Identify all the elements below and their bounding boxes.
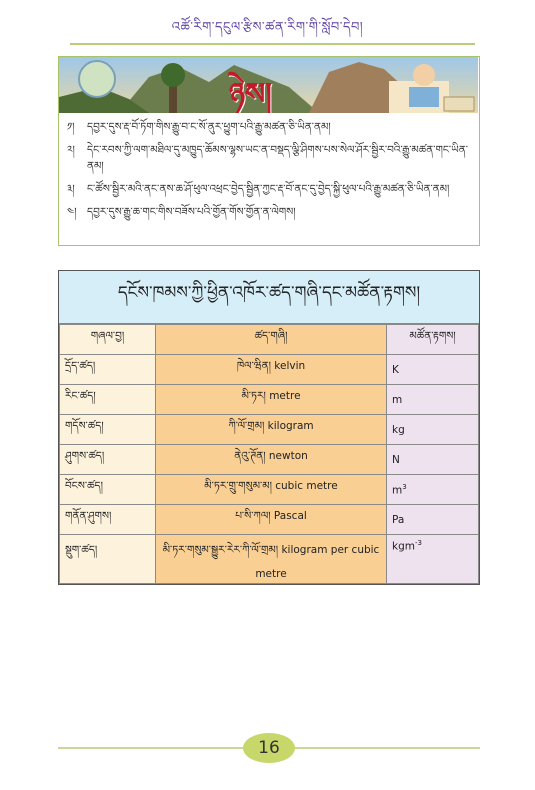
symbol-exponent: -3 bbox=[414, 539, 422, 547]
cell-quantity: སྡུག་ཚད། bbox=[60, 535, 156, 584]
cell-symbol bbox=[387, 445, 479, 475]
table-header-row bbox=[60, 325, 479, 355]
question-text: དེང་རབས་ཀྱི་ལག་མཐིལ་དུ་མཁྱུད་ཆོམས་ལྷས་ཡང་ན་བསྡད་ལྕི་ཤིགས་པས་སེལ་ཤོར་སྦྱིར་བའི་རྒྱུ་མཚན་གང་ཡིན་ནམ། bbox=[87, 144, 468, 172]
review-banner bbox=[59, 57, 478, 113]
cell-quantity: བོངས་ཚད། bbox=[60, 475, 156, 505]
cell-unit: མི་ཏར་གསུམ་སྒྱུར་རེར་ཀི་ལོ་གྲམ། kilogram per cubic metre bbox=[156, 535, 387, 584]
table-row bbox=[60, 535, 479, 584]
cell-quantity: གདོས་ཚད། bbox=[60, 415, 156, 445]
question-item bbox=[67, 142, 472, 174]
cell-unit: མི་ཏར། metre bbox=[156, 385, 387, 415]
header-divider bbox=[70, 43, 475, 45]
symbol-text: N bbox=[392, 453, 400, 466]
page-header-title: འཚོ་རིག་དངུལ་རྩིས་ཚན་རིག་གི་སློབ་དེབ། bbox=[171, 20, 364, 35]
header-unit: ཚད་གཞི། bbox=[156, 325, 387, 355]
footer-divider-left bbox=[58, 747, 248, 749]
table-title: དངོས་ཁམས་ཀྱི་ཕྱིན་འཁོར་ཚད་གཞི་དང་མཚོན་རྟགས། bbox=[59, 271, 479, 324]
table-row bbox=[60, 415, 479, 445]
symbol-text: kgm bbox=[392, 540, 415, 553]
page-number: 16 bbox=[243, 733, 295, 763]
cell-quantity: དྲོད་ཚད། bbox=[60, 355, 156, 385]
symbol-text: K bbox=[392, 363, 399, 376]
cell-symbol bbox=[387, 475, 479, 505]
table-row bbox=[60, 505, 479, 535]
question-item bbox=[67, 204, 472, 220]
si-units-table bbox=[58, 270, 480, 585]
question-text: ང་ཚོས་སྦྱིར་མའི་ནང་ནས་ཆ་ཤོ་ཕུལ་འཕྲང་བྱེད་སྦྱིན་ཀྱང་རྡ་བོ་ནང་དུ་བྱེད་སྐྱི་ཕུལ་པའི་རྒྱུ་མཚན་ཅི་ཡིན་ནམ། bbox=[87, 183, 450, 195]
cell-unit: ནེའུ་ཊོན། newton bbox=[156, 445, 387, 475]
question-text: དབྱར་དུས་རྒྱུ་ཆ་གང་གིས་བཟོས་པའི་གྱོན་གོས་གྱོན་ན་ལེགས། bbox=[87, 206, 296, 218]
cell-unit: ཀི་ལོ་གྲམ། kilogram bbox=[156, 415, 387, 445]
question-number: ༤། bbox=[67, 206, 77, 218]
cell-symbol bbox=[387, 535, 479, 584]
symbol-text: kg bbox=[392, 423, 405, 436]
question-item bbox=[67, 119, 472, 135]
cell-symbol bbox=[387, 505, 479, 535]
cell-quantity: རིང་ཚད། bbox=[60, 385, 156, 415]
symbol-text: m bbox=[392, 393, 403, 406]
banner-title: ཉེས། bbox=[229, 77, 272, 112]
table-row bbox=[60, 385, 479, 415]
symbol-text: Pa bbox=[392, 513, 405, 526]
question-number: ༡། bbox=[67, 121, 75, 133]
question-number: ༣། bbox=[67, 183, 75, 195]
cell-quantity: གནོན་ཤུགས། bbox=[60, 505, 156, 535]
header-symbol: མཚོན་རྟགས། bbox=[387, 325, 479, 355]
question-list bbox=[67, 119, 472, 227]
footer-divider-right bbox=[295, 747, 480, 749]
cell-symbol bbox=[387, 415, 479, 445]
cell-unit: ཁེལ་ཝིན། kelvin bbox=[156, 355, 387, 385]
cell-symbol bbox=[387, 385, 479, 415]
units-table-grid bbox=[59, 324, 479, 584]
header-quantity: གཞལ་བྱ། bbox=[60, 325, 156, 355]
symbol-text: m bbox=[392, 484, 403, 497]
table-row bbox=[60, 475, 479, 505]
cell-unit: པ་སི་ཀལ། Pascal bbox=[156, 505, 387, 535]
question-text: དབྱར་དུས་རྡ་བོ་ཏོག་གིས་རྒྱུ་བ་ང་སོ་ནུར་ཕྱུག་པའི་རྒྱུ་མཚན་ཅི་ཡིན་ནམ། bbox=[87, 121, 331, 133]
symbol-exponent: 3 bbox=[402, 482, 407, 491]
cell-unit: མི་ཏར་གྲུ་གསུམ་མ། cubic metre bbox=[156, 475, 387, 505]
cell-quantity: ཤུགས་ཚད། bbox=[60, 445, 156, 475]
table-row bbox=[60, 355, 479, 385]
question-item bbox=[67, 181, 472, 197]
table-row bbox=[60, 445, 479, 475]
review-box bbox=[58, 56, 480, 246]
question-number: ༢། bbox=[67, 144, 75, 156]
cell-symbol bbox=[387, 355, 479, 385]
